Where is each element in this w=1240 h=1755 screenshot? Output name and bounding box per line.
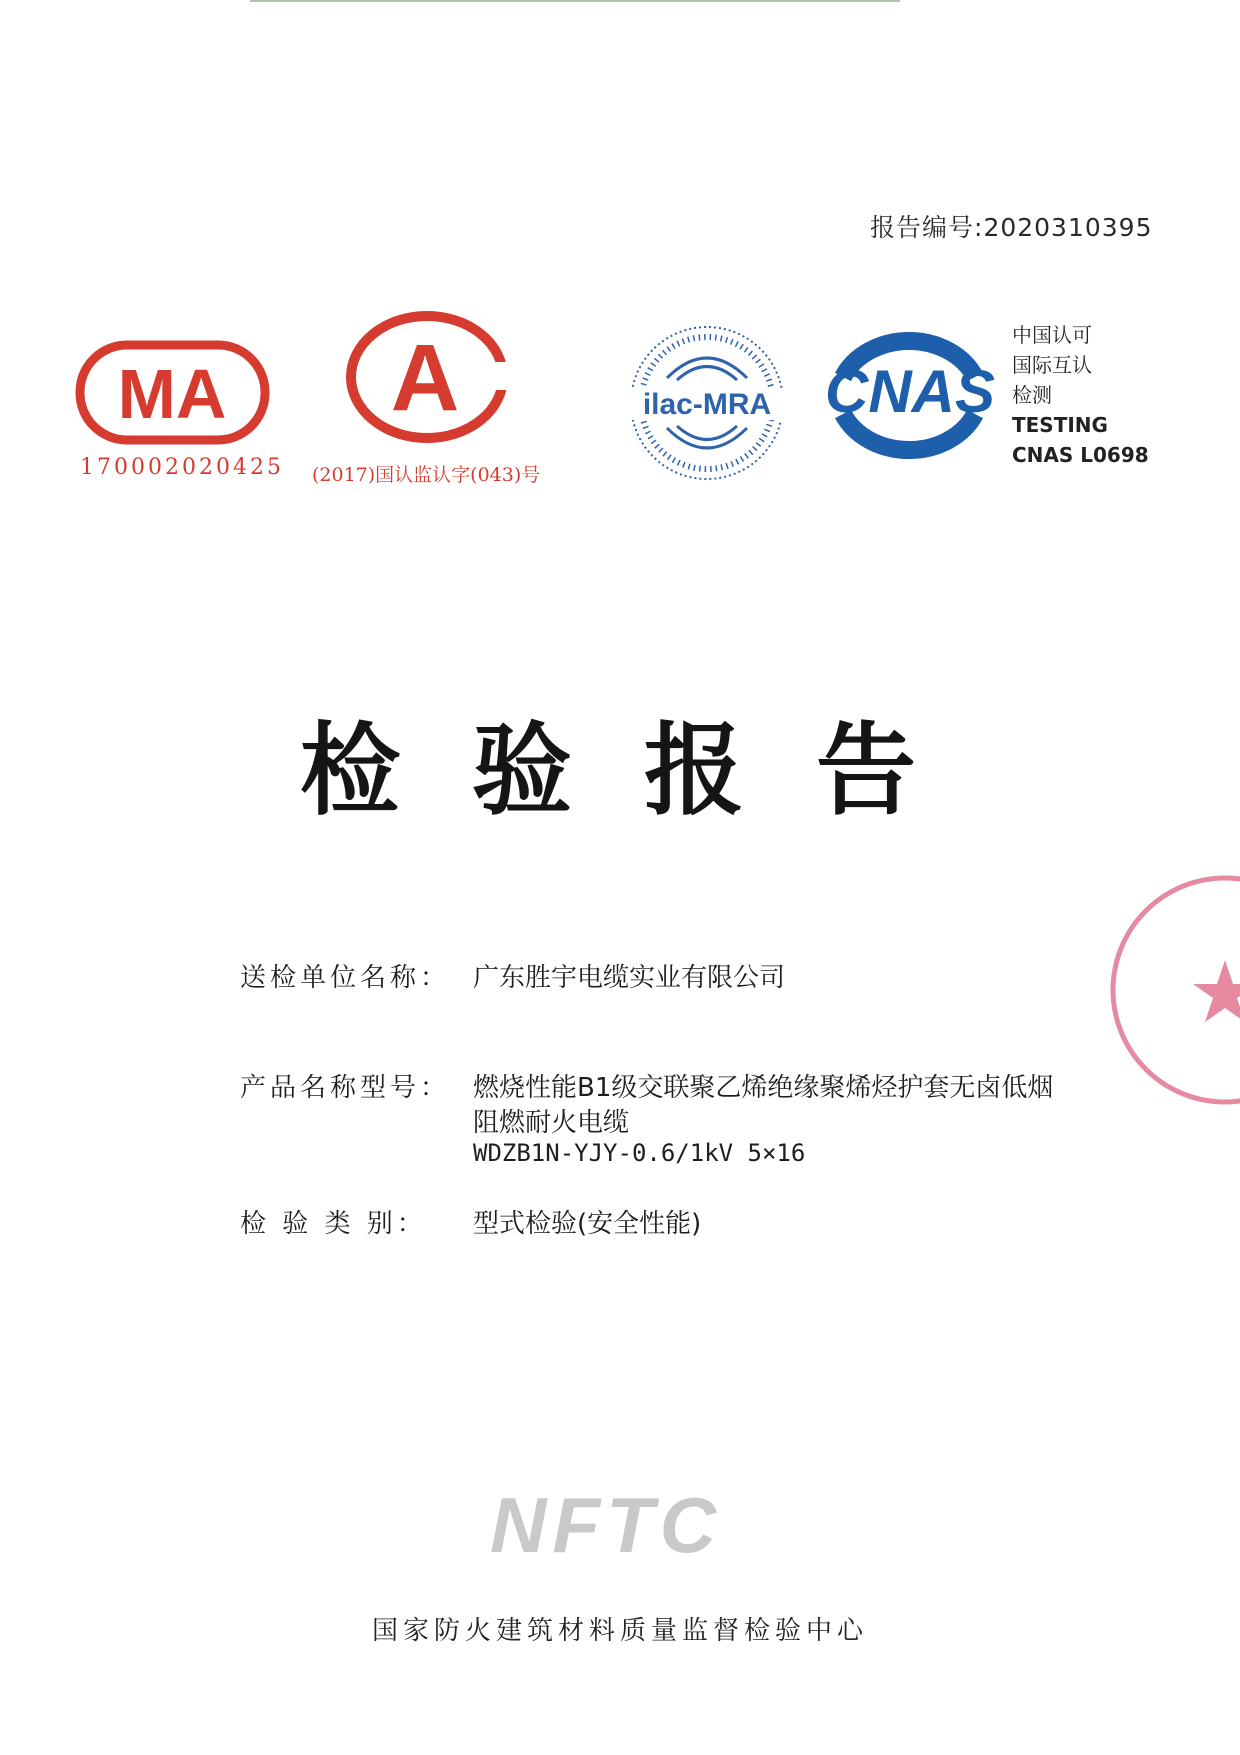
cma-logo xyxy=(75,340,270,445)
cnas-text-block xyxy=(1012,320,1149,470)
cal-logo xyxy=(345,310,510,445)
cnas-line-1: 中国认可 xyxy=(1012,323,1092,347)
official-stamp xyxy=(1105,868,1240,1113)
svg-text:A: A xyxy=(390,325,460,431)
report-title: 检验报告 xyxy=(300,712,988,829)
cnas-line-5: CNAS L0698 xyxy=(1012,443,1149,467)
issuing-organization: 国家防火建筑材料质量监督检验中心 xyxy=(371,1616,868,1646)
product-label: 产品名称型号： xyxy=(240,1073,451,1103)
cnas-line-3: 检测 xyxy=(1012,383,1052,407)
nftc-watermark: NFTC xyxy=(490,1481,722,1569)
svg-text:ilac-MRA: ilac-MRA xyxy=(642,388,772,421)
scan-edge-line xyxy=(250,0,900,2)
svg-text:CNAS: CNAS xyxy=(824,358,996,425)
product-model: WDZB1N-YJY-0.6/1kV 5×16 xyxy=(473,1139,806,1167)
cnas-logo xyxy=(815,322,1005,467)
inspection-type-value: 型式检验(安全性能) xyxy=(473,1209,702,1239)
report-number: 报告编号:2020310395 xyxy=(870,213,1153,242)
cnas-line-4: TESTING xyxy=(1012,413,1108,437)
ilac-mra-logo xyxy=(622,318,792,488)
svg-text:MA: MA xyxy=(117,355,227,433)
client-label: 送检单位名称： xyxy=(240,963,451,993)
product-name-line-1: 燃烧性能B1级交联聚乙烯绝缘聚烯烃护套无卤低烟 xyxy=(473,1073,1054,1103)
cma-number: 170002020425 xyxy=(80,455,284,480)
inspection-type-label: 检 验 类 别： xyxy=(240,1209,427,1239)
cnas-line-2: 国际互认 xyxy=(1012,353,1092,377)
client-value: 广东胜宇电缆实业有限公司 xyxy=(473,963,786,993)
cal-number: (2017)国认监认字(043)号 xyxy=(312,464,541,486)
product-name-line-2: 阻燃耐火电缆 xyxy=(473,1108,630,1138)
